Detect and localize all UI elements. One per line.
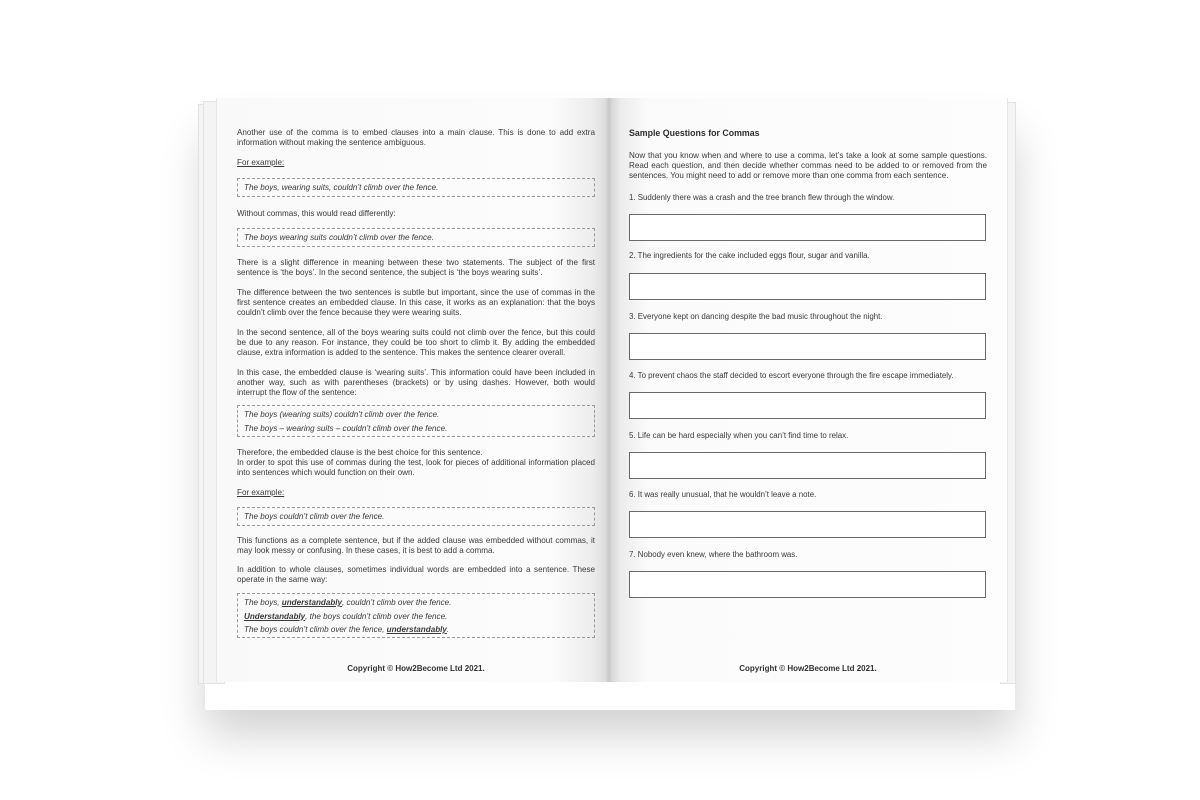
question-7: 7. Nobody even knew, where the bathroom was. [629,550,798,559]
addition-paragraph: In addition to whole clauses, sometimes individual words are embedded into a sentence. These operate in the same way: [237,565,595,584]
answer-box-7[interactable] [629,571,986,598]
question-3: 3. Everyone kept on dancing despite the bad music throughout the night. [629,312,883,321]
answer-box-4[interactable] [629,392,986,419]
question-6: 6. It was really unusual, that he wouldn’t leave a note. [629,490,817,499]
example-box-3 [237,405,595,437]
example-box-1 [237,178,595,197]
question-5: 5. Life can be hard especially when you can’t find time to relax. [629,431,849,440]
book-spine [606,98,612,682]
example-box-2 [237,228,595,247]
example-sentence: The boys (wearing suits) couldn’t climb over the fence. [244,410,440,419]
example-sentence: The boys – wearing suits – couldn’t climb over the fence. [244,423,448,433]
embedded-word: Understandably [244,611,306,621]
example-box-5 [237,593,595,638]
difference-paragraph: There is a slight difference in meaning between these two statements. The subject of the first sentence is ‘the boys’. In the second sentence, the subject is ‘the boys wearing suits’. [237,258,595,277]
answer-box-6[interactable] [629,511,986,538]
example-sentence: Understandably, the boys couldn’t climb over the fence. [244,611,448,621]
second-sentence-paragraph: In the second sentence, all of the boys wearing suits could not climb over the fence, but this could be due to any reason. For instance, they could be too short to climb it. By adding the embedded clause, extra information is added to the sentence. This makes the sentence clearer overall. [237,328,595,357]
answer-box-5[interactable] [629,452,986,479]
without-commas-text: Without commas, this would read differently: [237,209,396,218]
example-sentence: The boys, understandably, couldn’t climb over the fence. [244,598,452,607]
example-sentence: The boys, wearing suits, couldn’t climb over the fence. [244,183,439,192]
question-4: 4. To prevent chaos the staff decided to escort everyone through the fire escape immediately. [629,371,954,380]
embedded-word: understandably [281,598,343,607]
example-sentence: The boys couldn’t climb over the fence, understandably. [244,625,450,634]
subtle-paragraph: The difference between the two sentences is subtle but important, since the use of commas in the first sentence creates an embedded clause. In this case, it works as an explanation: that the boys couldn’t climb over the fence because they were wearing suits. [237,288,595,317]
embedded-clause-paragraph: In this case, the embedded clause is ‘wearing suits’. This information could have been included in another way, such as with parentheses (brackets) or by using dashes. However, both would interrupt the flow of the sentence: [237,368,595,397]
intro-paragraph: Another use of the comma is to embed clauses into a main clause. This is done to add extra information without making the sentence ambiguous. [237,128,595,147]
right-copyright: Copyright © How2Become Ltd 2021. [739,664,877,673]
left-copyright: Copyright © How2Become Ltd 2021. [347,664,485,673]
for-example-label: For example: [237,158,285,167]
question-1: 1. Suddenly there was a crash and the tree branch flew through the window. [629,193,895,202]
answer-box-1[interactable] [629,214,986,241]
answer-box-3[interactable] [629,333,986,360]
example-sentence: The boys wearing suits couldn’t climb over the fence. [244,233,434,242]
question-2: 2. The ingredients for the cake included eggs flour, sugar and vanilla. [629,251,870,260]
questions-intro: Now that you know when and where to use a comma, let’s take a look at some sample questions. Read each question, and then decide whether commas need to be added to or removed from the sentences. You might need to add or remove more than one comma from each sentence. [629,151,987,180]
answer-box-2[interactable] [629,273,986,300]
example-sentence: The boys couldn’t climb over the fence. [244,512,385,521]
page-title: Sample Questions for Commas [629,128,760,138]
embedded-word: understandably [386,625,447,634]
example-box-4 [237,507,595,526]
right-page-content [629,128,987,598]
spot-commas-paragraph: In order to spot this use of commas during the test, look for pieces of additional information placed into sentences which would function on their own. [237,458,595,477]
therefore-paragraph: Therefore, the embedded clause is the best choice for this sentence. [237,448,483,457]
for-example-label: For example: [237,488,285,497]
left-page-content [237,128,595,638]
functions-paragraph: This functions as a complete sentence, but if the added clause was embedded without commas, it may look messy or confusing. In these cases, it is best to add a comma. [237,536,595,555]
